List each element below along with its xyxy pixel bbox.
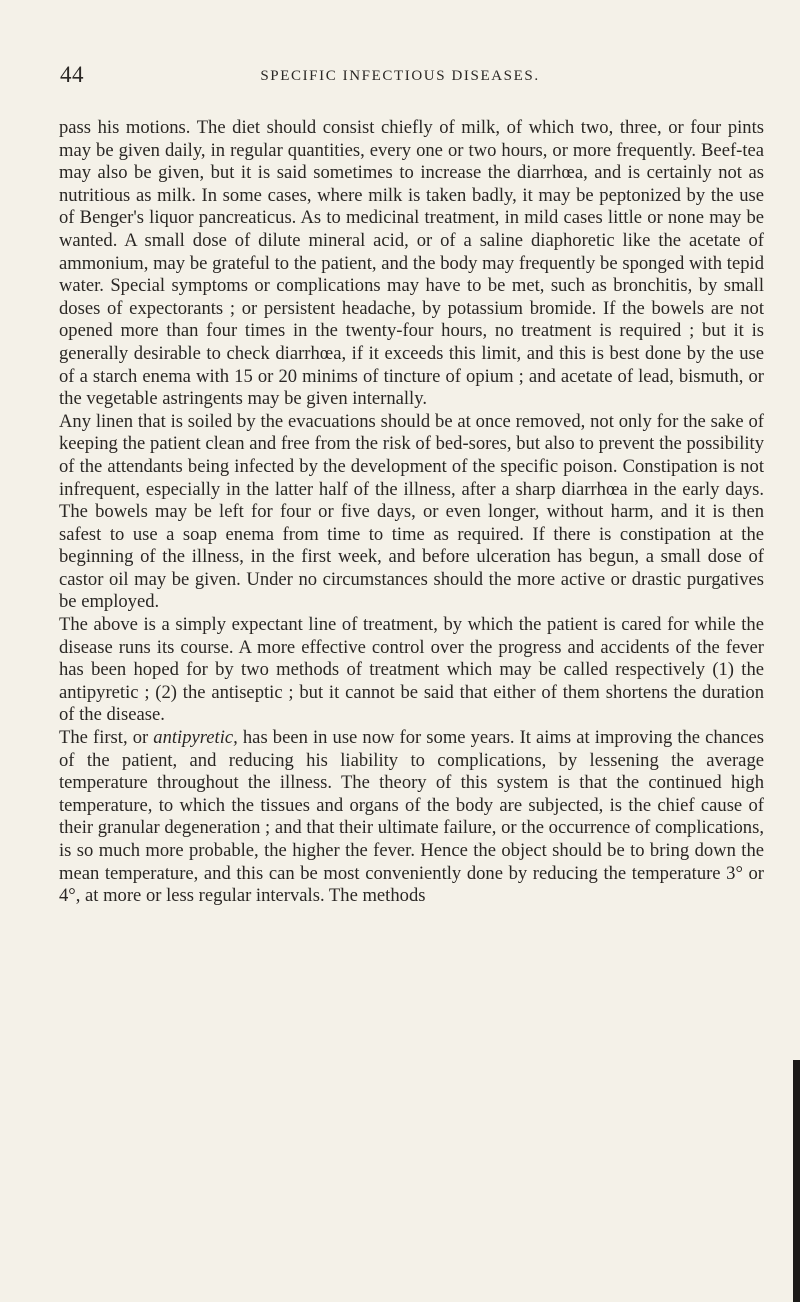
page-number: 44 xyxy=(60,62,84,87)
paragraph xyxy=(59,727,764,908)
running-head: SPECIFIC INFECTIOUS DISEASES. xyxy=(260,68,540,84)
paragraph: The above is a simply expectant line of treatment, by which the patient is cared for while the disease runs its course. A more effective control over the progress and accidents of the fever has been hoped for by two methods of treatment which may be called respectively (1) the antipyretic ; (2) the antiseptic ; but it cannot be said that either of them shortens the duration of the disease. xyxy=(59,614,764,726)
paragraph-lead: The first, or xyxy=(59,727,154,749)
paragraph-rest: has been in use now for some years. It aims at improving the chances of the patient, and reducing his liability to complications, by lessening the average temperature throughout the illness. The theory of this system is that the continued high temperature, to which the tissues and organs of the body are subjected, is the chief cause of their granular degeneration ; and that their ultimate failure, or the occurrence of complications, is so much more probable, the higher the fever. Hence the object should be to bring down the mean temperature, and this can be most conveniently done by reducing the temperature 3° or 4°, at more or less regular intervals. The methods xyxy=(59,727,764,907)
italic-term: antipyretic, xyxy=(153,727,238,749)
paragraph: Any linen that is soiled by the evacuations should be at once removed, not only for the sake of keeping the patient clean and free from the risk of bed-sores, but also to prevent the possibility of the attendants being infected by the development of the specific poison. Constipation is not infrequent, especially in the latter half of the illness, after a sharp diarrhœa in the early days. The bowels may be left for four or five days, or even longer, without harm, and it is then safest to use a soap enema from time to time as required. If there is constipation at the beginning of the illness, in the first week, and before ulceration has begun, a small dose of castor oil may be given. Under no circumstances should the more active or drastic purgatives be employed. xyxy=(59,410,764,613)
body-text xyxy=(59,117,764,908)
page-edge-shadow xyxy=(793,1060,800,1302)
paragraph: pass his motions. The diet should consist chiefly of milk, of which two, three, or four pints may be given daily, in regular quantities, every one or two hours, or more frequently. Beef-tea may also be given, but it is said sometimes to increase the diarrhœa, and is certainly not as nutritious as milk. In some cases, where milk is taken badly, it may be peptonized by the use of Benger's liquor pancreaticus. As to medicinal treatment, in mild cases little or none may be wanted. A small dose of dilute mineral acid, or of a saline diaphoretic like the acetate of ammonium, may be grateful to the patient, and the body may frequently be sponged with tepid water. Special symptoms or complications may have to be met, such as bronchitis, by small doses of expectorants ; or persistent headache, by potassium bromide. If the bowels are not opened more than four times in the twenty-four hours, no treatment is required ; but it is generally desirable to check diarrhœa, if it exceeds this limit, and this is best done by the use of a starch enema with 15 or 20 minims of tincture of opium ; and acetate of lead, bismuth, or the vegetable astringents may be given internally. xyxy=(59,117,764,410)
